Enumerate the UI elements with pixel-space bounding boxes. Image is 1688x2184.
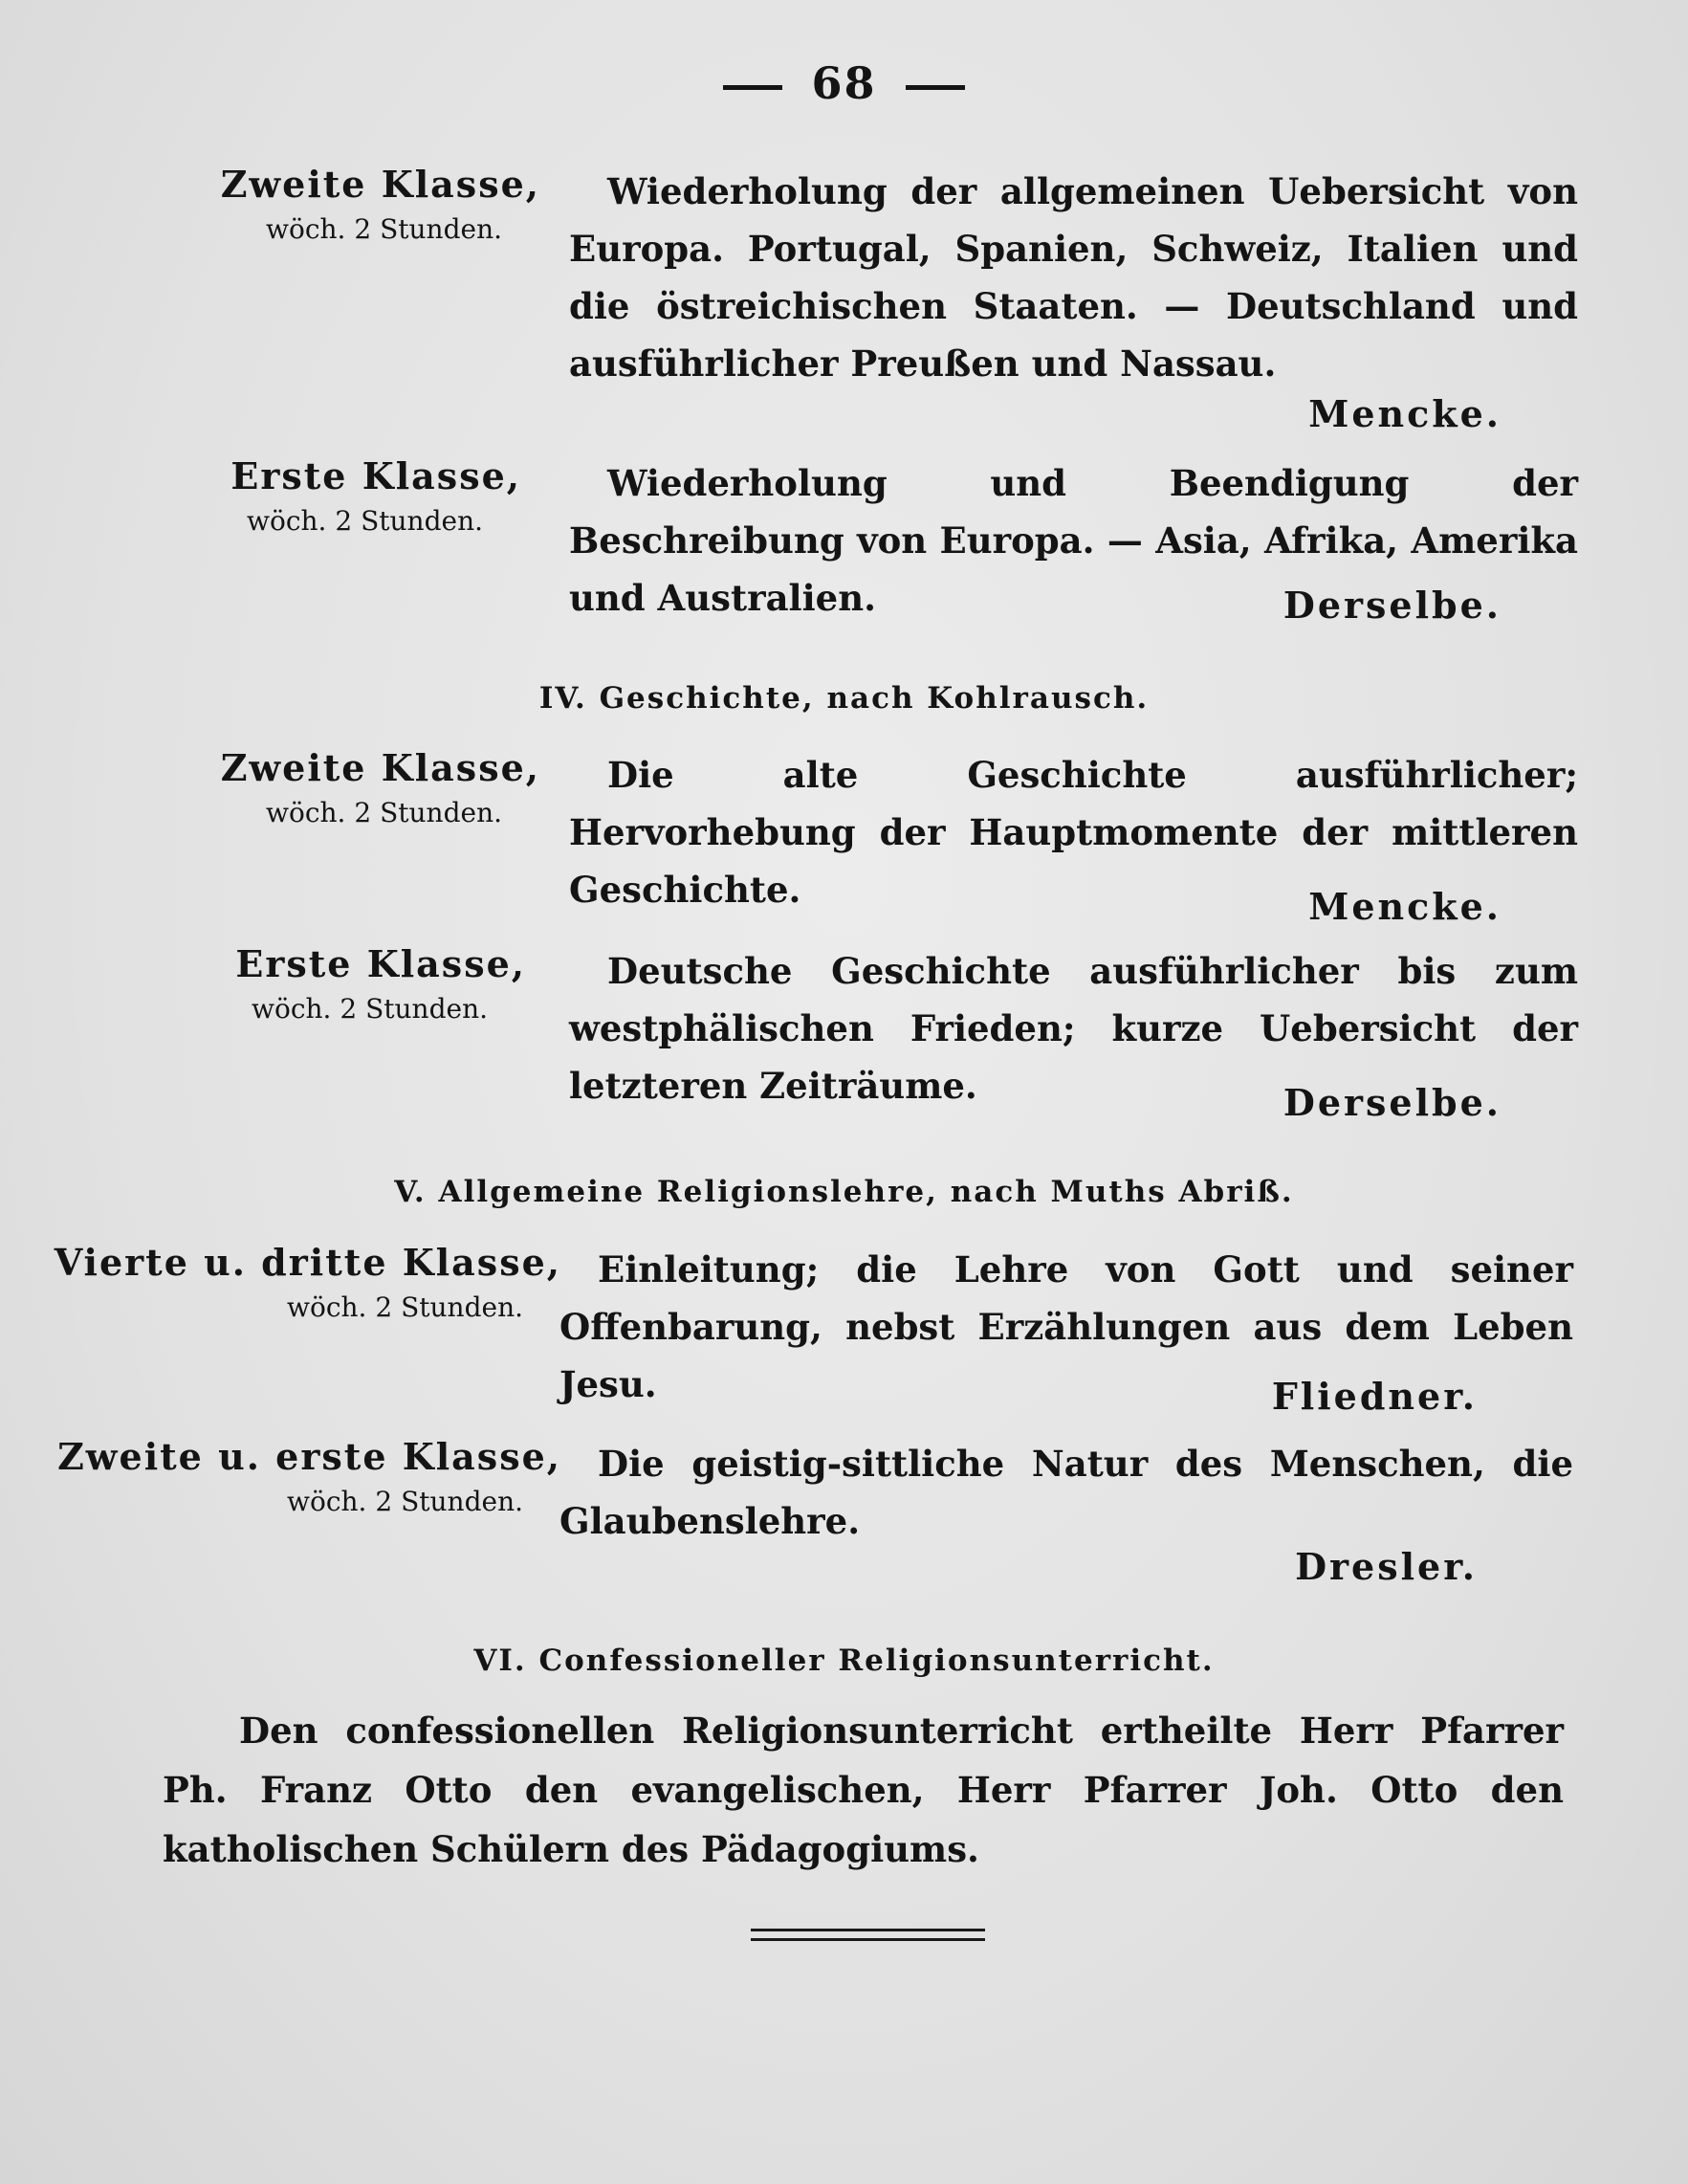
class-hours: wöch. 2 Stunden. xyxy=(247,505,483,537)
course-description: Die geistig-sittliche Natur des Menschen, die Glaubenslehre. xyxy=(559,1443,1573,1542)
class-label xyxy=(230,454,521,537)
class-label xyxy=(57,1435,561,1517)
class-name: Zweite Klasse, xyxy=(220,746,540,789)
teacher-name: Dresler. xyxy=(1295,1545,1478,1588)
class-label xyxy=(221,163,540,245)
teacher-name: Fliedner. xyxy=(1271,1375,1478,1418)
course-description: Wiederholung der allgemeinen Uebersicht von Europa. Portugal, Spanien, Schweiz, Italien und die östreichischen Staaten. — Deutschland und ausführlicher Preußen und Nassau. xyxy=(569,170,1578,385)
teacher-name: Mencke. xyxy=(1308,885,1502,928)
class-hours: wöch. 2 Stunden. xyxy=(266,213,502,245)
section-heading-vi: VI. Confessioneller Religionsunterricht. xyxy=(473,1644,1215,1678)
section-heading-iv: IV. Geschichte, nach Kohlrausch. xyxy=(538,681,1150,716)
closing-rule-top xyxy=(751,1929,985,1931)
section-heading-v: V. Allgemeine Religionslehre, nach Muths Abriß. xyxy=(394,1175,1294,1209)
course-description: Einleitung; die Lehre von Gott und seiner Offenbarung, nebst Erzählungen aus dem Leben Jesu. xyxy=(559,1248,1573,1405)
class-hours: wöch. 2 Stunden. xyxy=(287,1291,523,1323)
course-description: Wiederholung und Beendigung der Beschreibung von Europa. — Asia, Afrika, Amerika und Australien. xyxy=(569,462,1578,619)
page-number xyxy=(0,57,1688,109)
class-name: Zweite Klasse, xyxy=(220,163,540,206)
page-number-dash-left xyxy=(723,85,782,90)
class-hours: wöch. 2 Stunden. xyxy=(287,1486,523,1517)
teacher-name: Derselbe. xyxy=(1282,1081,1502,1124)
class-label xyxy=(221,746,540,828)
class-label xyxy=(235,942,526,1025)
course-description: Deutsche Geschichte ausführlicher bis zum westphälischen Frieden; kurze Uebersicht der letzteren Zeiträume. xyxy=(569,950,1578,1107)
class-name: Vierte u. dritte Klasse, xyxy=(54,1241,561,1284)
body-paragraph: Den confessionellen Religionsunterricht ertheilte Herr Pfarrer Ph. Franz Otto den evangelischen, Herr Pfarrer Joh. Otto den katholischen Schülern des Pädagogiums. xyxy=(163,1710,1564,1870)
class-name: Erste Klasse, xyxy=(230,454,521,497)
page-number-value: 68 xyxy=(811,57,877,109)
class-hours: wöch. 2 Stunden. xyxy=(252,993,488,1025)
class-hours: wöch. 2 Stunden. xyxy=(266,797,502,828)
class-name: Erste Klasse, xyxy=(235,942,526,985)
teacher-name: Derselbe. xyxy=(1282,584,1502,627)
class-name: Zweite u. erste Klasse, xyxy=(57,1435,561,1478)
closing-rule-bottom xyxy=(751,1938,985,1941)
teacher-name: Mencke. xyxy=(1308,392,1502,435)
course-description: Die alte Geschichte ausführlicher; Hervorhebung der Hauptmomente der mittleren Geschichte. xyxy=(569,754,1578,911)
page-number-dash-right xyxy=(906,85,965,90)
class-label xyxy=(55,1241,561,1323)
